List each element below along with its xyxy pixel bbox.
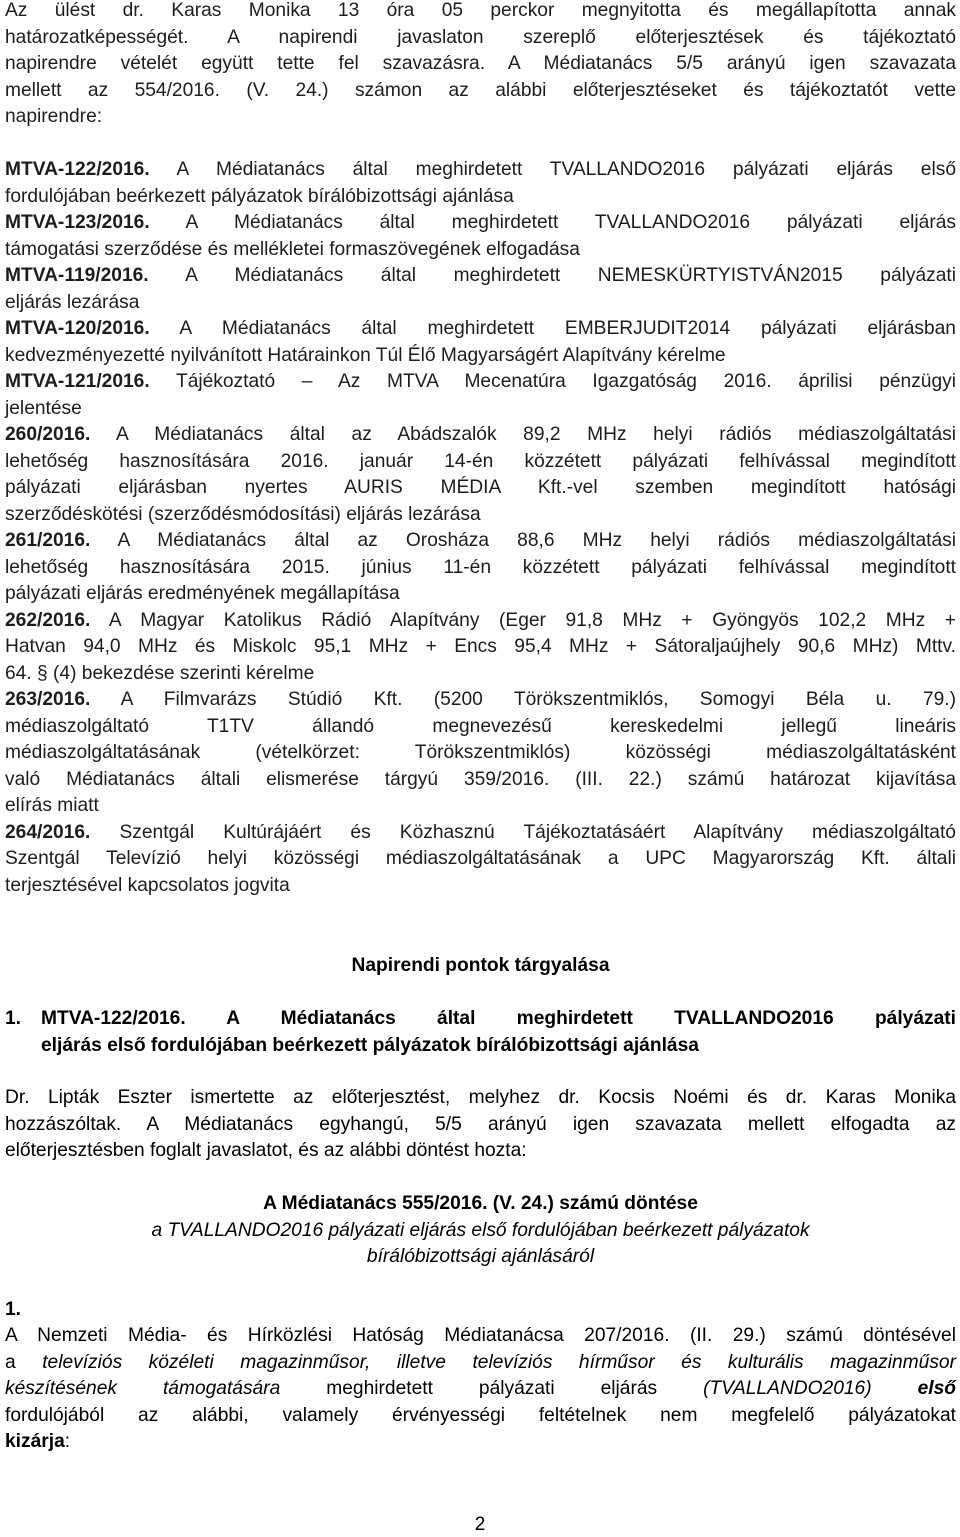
decision-subtitle: a TVALLANDO2016 pályázati eljárás első fordulójában beérkezett pályázatok [151, 1219, 810, 1241]
agenda-item-text: A Filmvarázs Stúdió Kft. (5200 Törökszentmiklós, Somogyi Béla u. 79.) [120, 689, 956, 710]
page-number: 2 [474, 1514, 486, 1535]
discussion-paragraph [5, 1085, 956, 1165]
point-heading [5, 1006, 956, 1059]
agenda-item [5, 528, 956, 608]
agenda-item [5, 820, 956, 900]
agenda-item-id: 262/2016. [5, 609, 91, 631]
intro-line: napirendre vételét együtt tette fel szavazásra. A Médiatanács 5/5 arányú igen szavazata [5, 53, 956, 74]
intro-line: határozatképességét. A napirendi javaslaton szereplő előterjesztések és tájékoztató [5, 26, 956, 48]
agenda-item-id: MTVA-121/2016. [5, 371, 150, 392]
agenda-item [5, 316, 956, 369]
agenda-item-id: MTVA-120/2016. [5, 318, 150, 339]
agenda-item-text: A Médiatanács által meghirdetett NEMESKÜRTYISTVÁN2015 pályázati [185, 265, 956, 286]
decision-title: A Médiatanács 555/2016. (V. 24.) számú döntése [263, 1193, 698, 1214]
paragraph-line: hozzászóltak. A Médiatanács egyhangú, 5/5 arányú igen szavazata mellett elfogadta az [5, 1113, 956, 1135]
body-text: meghirdetett pályázati eljárás [280, 1378, 704, 1399]
point-heading-line: MTVA-122/2016. A Médiatanács által meghirdetett TVALLANDO2016 pályázati [41, 1008, 956, 1029]
agenda-item-text: Szentgál Televízió helyi közösségi médiaszolgáltatásának a UPC Magyarország Kft. általi [5, 848, 956, 869]
body-line [5, 1429, 956, 1456]
agenda-item [5, 157, 956, 210]
paragraph-line: előterjesztésben foglalt javaslatot, és az alábbi döntést hozta: [5, 1140, 527, 1161]
agenda-item-text: való Médiatanács általi elismerése tárgyú 359/2016. (III. 22.) számú határozat kijavítása [5, 768, 956, 790]
agenda-item-text: Hatvan 94,0 MHz és Miskolc 95,1 MHz + Encs 95,4 MHz + Sátoraljaújhely 90,6 MHz) Mttv. [5, 636, 956, 657]
agenda-item [5, 422, 956, 528]
agenda-item [5, 210, 956, 263]
agenda-item-text: A Médiatanács által az Orosháza 88,6 MHz helyi rádiós médiaszolgáltatási [117, 530, 956, 551]
agenda-item-text: elírás miatt [5, 795, 99, 816]
agenda-item-text: Szentgál Kultúrájáért és Közhasznú Tájékoztatásáért Alapítvány médiaszolgáltató [119, 821, 956, 843]
body-italic-text: (TVALLANDO2016) [703, 1378, 872, 1399]
agenda-item-id: MTVA-123/2016. [5, 212, 150, 233]
agenda-item-text: A Médiatanács által az Abádszalók 89,2 MHz helyi rádiós médiaszolgáltatási [115, 424, 956, 445]
agenda-item-id: MTVA-122/2016. [5, 159, 150, 180]
point-heading-line: eljárás első fordulójában beérkezett pályázatok bírálóbizottsági ajánlása [41, 1034, 699, 1056]
decision-body [5, 1323, 956, 1456]
agenda-item-text: támogatási szerződése és mellékletei formaszövegének elfogadása [5, 238, 580, 260]
agenda-item-text: Tájékoztató – Az MTVA Mecenatúra Igazgatóság 2016. áprilisi pénzügyi [175, 371, 956, 392]
body-text: a [5, 1351, 43, 1373]
agenda-item-id: 261/2016. [5, 530, 91, 551]
decision-point [5, 1297, 956, 1324]
agenda-item-id: 263/2016. [5, 689, 91, 710]
agenda-item-text: lehetőség hasznosítására 2015. június 11-én közzétett pályázati felhívással megindított [5, 556, 956, 578]
body-line [5, 1350, 956, 1377]
agenda-item-id: MTVA-119/2016. [5, 265, 149, 286]
agenda-item-text: A Médiatanács által meghirdetett EMBERJUDIT2014 pályázati eljárásban [179, 318, 956, 339]
agenda-item [5, 608, 956, 688]
intro-paragraph [5, 0, 956, 131]
agenda-item-text: pályázati eljárásban nyertes AURIS MÉDIA Kft.-vel szemben megindított hatósági [5, 477, 956, 498]
intro-line: Az ülést dr. Karas Monika 13 óra 05 perckor megnyitotta és megállapította annak [5, 0, 956, 21]
agenda-list [5, 157, 956, 899]
body-text [872, 1378, 918, 1399]
agenda-item-id: 260/2016. [5, 424, 91, 445]
agenda-item [5, 263, 956, 316]
agenda-item-id: 264/2016. [5, 821, 91, 843]
body-bold-text: kizárja [5, 1431, 65, 1452]
section-title [5, 953, 956, 980]
agenda-item-text: kedvezményezetté nyilvánított Határainkon Túl Élő Magyarságért Alapítvány kérelme [5, 344, 726, 366]
agenda-item-text: terjesztésével kapcsolatos jogvita [5, 874, 290, 896]
decision-block [5, 1191, 956, 1271]
body-line: fordulójából az alábbi, valamely érvényességi feltételnek nem megfelelő pályázatokat [5, 1404, 956, 1426]
body-line: A Nemzeti Média- és Hírközlési Hatóság Médiatanácsa 207/2016. (II. 29.) számú döntésével [5, 1325, 956, 1346]
agenda-item [5, 369, 956, 422]
decision-subtitle: bírálóbizottsági ajánlásáról [366, 1246, 595, 1267]
agenda-item [5, 687, 956, 820]
intro-line: napirendre: [5, 106, 103, 127]
agenda-item-text: 64. § (4) bekezdése szerinti kérelme [5, 662, 315, 684]
body-line [5, 1376, 956, 1403]
intro-line: mellett az 554/2016. (V. 24.) számon az alábbi előterjesztéseket és tájékoztatót vette [5, 79, 956, 101]
body-italic-text: televíziós közéleti magazinműsor, illetve televíziós hírműsor és kulturális magazinműsor [42, 1351, 956, 1373]
agenda-item-text: médiaszolgáltatásának (vételkörzet: Törökszentmiklós) közösségi médiaszolgáltatásként [5, 742, 956, 763]
body-bold-italic-text: első [917, 1378, 956, 1399]
agenda-item-text: médiaszolgáltató T1TV állandó megnevezésű kereskedelmi jellegű lineáris [5, 715, 956, 737]
agenda-item-text: jelentése [5, 397, 82, 419]
body-text: : [64, 1431, 71, 1452]
agenda-item-text: A Médiatanács által meghirdetett TVALLANDO2016 pályázati eljárás első [176, 159, 956, 180]
body-italic-text: készítésének támogatására [5, 1378, 281, 1399]
agenda-item-text: lehetőség hasznosítására 2016. január 14-én közzétett pályázati felhívással megindított [5, 450, 956, 472]
agenda-item-text: A Magyar Katolikus Rádió Alapítvány (Eger 91,8 MHz + Gyöngyös 102,2 MHz + [108, 609, 956, 631]
paragraph-line: Dr. Lipták Eszter ismertette az előterjesztést, melyhez dr. Kocsis Noémi és dr. Karas Monika [5, 1087, 956, 1108]
decision-point-number: 1. [5, 1299, 22, 1320]
agenda-item-text: szerződéskötési (szerződésmódosítási) eljárás lezárása [5, 503, 481, 525]
agenda-item-text: fordulójában beérkezett pályázatok bírálóbizottsági ajánlása [5, 185, 514, 207]
agenda-item-text: pályázati eljárás eredményének megállapítása [5, 583, 400, 604]
agenda-item-text: A Médiatanács által meghirdetett TVALLANDO2016 pályázati eljárás [185, 212, 956, 233]
agenda-item-text: eljárás lezárása [5, 291, 140, 313]
section-title-text: Napirendi pontok tárgyalása [351, 955, 610, 976]
point-number: 1. [5, 1008, 22, 1029]
